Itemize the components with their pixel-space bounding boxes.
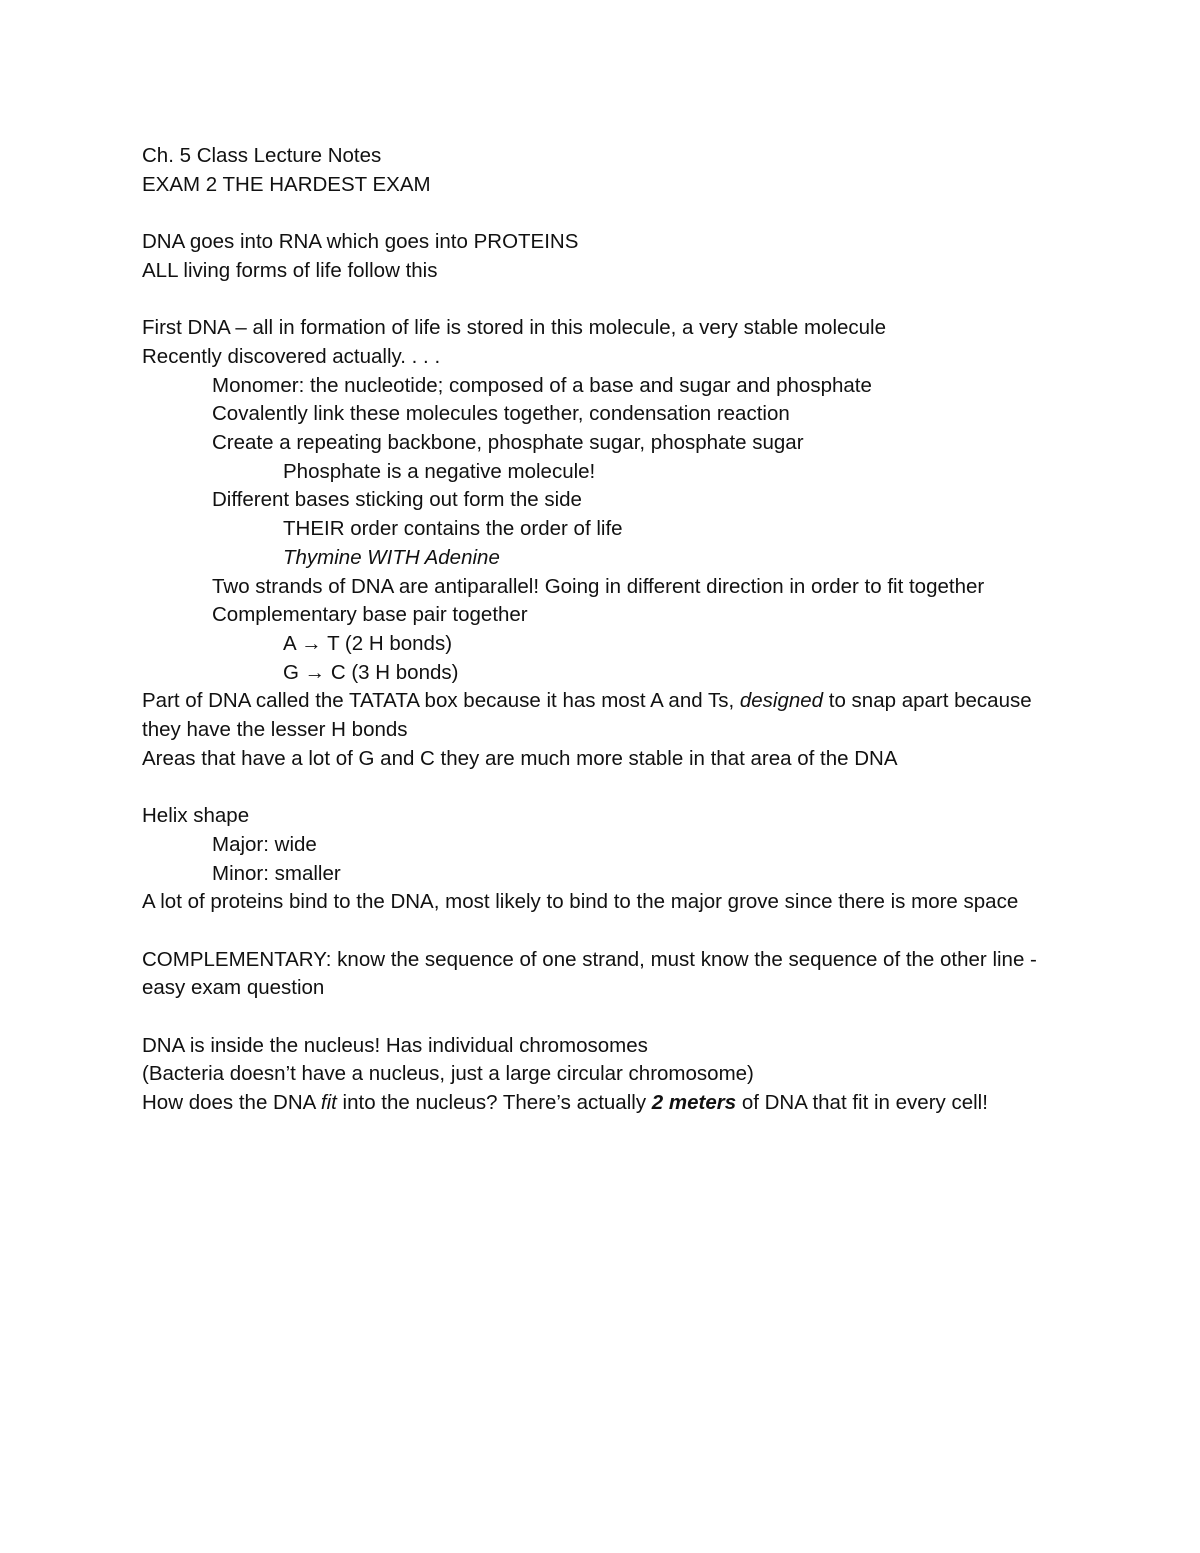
bases-line: Different bases sticking out form the side bbox=[212, 488, 582, 512]
phosphate-negative-line: Phosphate is a negative molecule! bbox=[283, 459, 596, 483]
gc-areas-line: Areas that have a lot of G and C they are much more stable in that area of the DNA bbox=[142, 746, 898, 770]
major-groove-line: Major: wide bbox=[212, 832, 317, 856]
covalently-line: Covalently link these molecules together, condensation reaction bbox=[212, 402, 790, 426]
first-dna-line bbox=[142, 314, 1072, 343]
first-dna-prefix: First bbox=[142, 316, 188, 340]
right-arrow-icon: → bbox=[304, 660, 326, 684]
fit-a: How does the DNA bbox=[142, 1091, 321, 1115]
first-dna-rest: – all in formation of life is stored in this molecule, a very stable molecule bbox=[229, 316, 887, 340]
proteins-bind-paragraph: A lot of proteins bind to the DNA, most likely to bind to the major grove since there is more space bbox=[142, 890, 1019, 914]
tatata-after: to snap apart because they have the lesser H bonds bbox=[142, 689, 1032, 742]
right-arrow-icon: → bbox=[301, 631, 322, 655]
tatata-box-paragraph bbox=[142, 687, 1072, 744]
spacer bbox=[142, 1003, 1072, 1032]
spacer bbox=[142, 917, 1072, 946]
spacer bbox=[142, 286, 1072, 315]
document-title: Ch. 5 Class Lecture Notes bbox=[142, 144, 382, 167]
tatata-before: Part of DNA called the TATATA box because it has most A and Ts, bbox=[142, 689, 740, 713]
first-dna-term: DNA bbox=[187, 316, 230, 340]
bacteria-line: (Bacteria doesn’t have a nucleus, just a large circular chromosome) bbox=[142, 1062, 754, 1086]
thymine-adenine-line: Thymine WITH Adenine bbox=[283, 545, 500, 569]
two-meters-emphasis: 2 meters bbox=[651, 1091, 737, 1115]
spacer bbox=[142, 773, 1072, 802]
gc-pair-left: G bbox=[283, 660, 305, 684]
gc-pair-right: C (3 H bonds) bbox=[325, 660, 459, 684]
order-of-life-line: THEIR order contains the order of life bbox=[283, 517, 623, 541]
monomer-line: Monomer: the nucleotide; composed of a base and sugar and phosphate bbox=[212, 373, 872, 397]
all-life-line: ALL living forms of life follow this bbox=[142, 258, 438, 282]
at-pair-right: T (2 H bonds) bbox=[321, 631, 453, 655]
fit-e: of DNA that fit in every cell! bbox=[736, 1091, 988, 1115]
tatata-designed: designed bbox=[739, 689, 824, 713]
dna-fit-line bbox=[142, 1089, 1072, 1118]
complementary-pair-line: Complementary base pair together bbox=[212, 603, 528, 627]
minor-groove-line: Minor: smaller bbox=[212, 861, 341, 885]
fit-c: into the nucleus? There’s actually bbox=[336, 1091, 652, 1115]
at-pair-left: A bbox=[283, 631, 302, 655]
spacer bbox=[142, 199, 1072, 228]
gc-pair-line bbox=[142, 659, 1072, 688]
backbone-line: Create a repeating backbone, phosphate sugar, phosphate sugar bbox=[212, 431, 804, 454]
recently-discovered-line: Recently discovered actually. . . . bbox=[142, 344, 441, 368]
document-subtitle: EXAM 2 THE HARDEST EXAM bbox=[142, 172, 431, 196]
lecture-notes-body bbox=[142, 142, 1072, 1118]
nucleus-line: DNA is inside the nucleus! Has individual chromosomes bbox=[142, 1033, 648, 1057]
antiparallel-line: Two strands of DNA are antiparallel! Going in different direction in order to fit together bbox=[212, 574, 985, 598]
complementary-paragraph: COMPLEMENTARY: know the sequence of one strand, must know the sequence of the other line - easy exam question bbox=[142, 947, 1037, 1000]
fit-italic: fit bbox=[320, 1091, 337, 1115]
dna-rna-proteins-line: DNA goes into RNA which goes into PROTEINS bbox=[142, 230, 579, 254]
at-pair-line bbox=[142, 630, 1072, 659]
helix-shape-line: Helix shape bbox=[142, 804, 250, 828]
